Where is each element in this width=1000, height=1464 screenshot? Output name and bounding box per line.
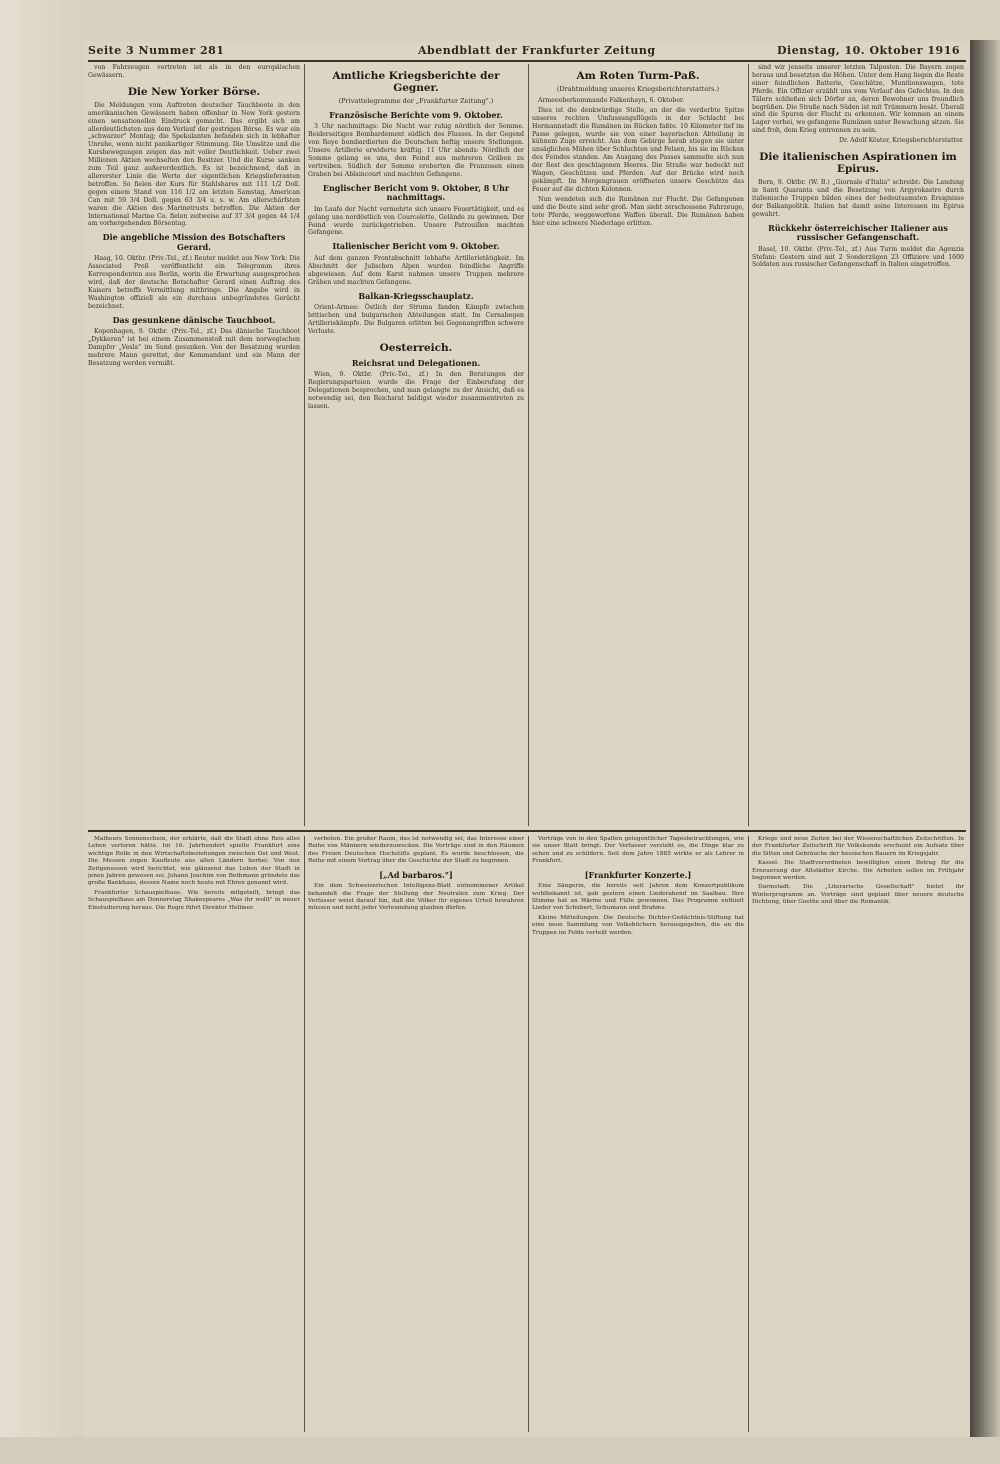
subheadline: (Privattelegramme der „Frankfurter Zeitung".)	[338, 97, 494, 105]
headline-borse: Die New Yorker Börse.	[127, 85, 261, 98]
article-french-report: 3 Uhr nachmittags: Die Nacht war ruhig nördlich der Somme. Beiderseitiges Bombardement südlich des Flusses. In der Gegend von Roye bombardierten die Deutschen heftig unsere Stellungen. Unsere Artillerie erwiderte kräftig. 11 Uhr abends: Nördlich der Somme gelang es uns, den Feind aus mehreren Gräben zu vertreiben. Südlich der Somme eroberten die Franzosen einen Graben bei Ablaincourt und machten Gefangene.	[308, 123, 524, 178]
article-roter-turm-cont: Nun wendeten sich die Rumänen zur Flucht. Die Gefangenen und die Beute sind sehr groß. Man sieht zerschossene Fahrzeuge, tote Pferde, weggeworfene Waffen überall. Die Rumänen haben hier eine schwere Niederlage erlitten.	[532, 195, 744, 227]
column-3	[532, 64, 744, 826]
feuilleton-column-4	[752, 836, 964, 1432]
article-english-report: Im Laufe der Nacht vermehrte sich unsere Feuertätigkeit, und es gelang uns nordöstlich von Courcelette, Gelände zu gewinnen. Der Feind wurde zurückgetrieben. Unsere Patrouillen machten Gefangene.	[308, 205, 524, 237]
feuilleton-text: Malheurs Sonnenschein, der erklärte, daß die Stadt ohne Reis alles Leben verloren hätte. Im 16. Jahrhundert spielte Frankfurt eine wichtige Rolle in den Wirtschaftsbeziehungen zwischen Ost und West. Die Messen zogen Kaufleute aus allen Ländern herbei. Von den Zeitgenossen wird berichtet, wie glänzend das Leben der Stadt in jenen Jahren gewesen sei. Johann Joachim von Bethmann gründete das große Bankhaus, dessen Name noch heute mit Ehren genannt wird.	[88, 836, 300, 887]
headline-ad-barbaros: [„Ad barbaros."]	[379, 869, 453, 880]
column-4	[752, 64, 964, 826]
feuilleton-text: Vorträge von in den Spalten gelegentlicher Tagesbetrachtungen, wie sie unser Blatt bringt. Der Verfasser versteht es, die Dinge klar zu sehen und zu schildern. Seit dem Jahre 1885 wirkte er als Lehrer in Frankfurt.	[532, 836, 744, 865]
column-divider	[528, 836, 529, 1432]
feuilleton-text: Kleine Mitteilungen. Die Deutsche Dichter-Gedächtnis-Stiftung hat eine neue Sammlung von Volksbüchern herausgegeben, die an die Truppen im Felde verteilt werden.	[532, 914, 744, 936]
headline-french-report: Französische Berichte vom 9. Oktober.	[329, 109, 503, 120]
column-divider	[528, 64, 529, 826]
column-1	[88, 64, 300, 826]
author-signature: Dr. Adolf Köster, Kriegsberichterstatter.	[839, 137, 964, 145]
article-mission: Haag, 10. Oktbr. (Priv.-Tel., zf.) Reuter meldet aus New York: Die Associated Preß veröffentlicht ein Telegramm ihres Korrespondenten aus Berlin, worin die Erwartung ausgesprochen wird, daß der deutsche Botschafter Gerard einen Auftrag des Kaisers betreffs Vermittlung mitbringe. Die Angabe wird in Washington offiziell als ein durchaus unbegründetes Gerücht bezeichnet.	[88, 255, 300, 310]
article-reichsrat: Wien, 9. Oktbr. (Priv.-Tel., zf.) In den Beratungen der Regierungsparteien wurde die Frage der Einberufung der Delegationen besprochen, und man gelangte zu der Ansicht, daß es notwendig sei, den Reichsrat baldigst wieder zusammentreten zu lassen.	[308, 371, 524, 410]
page-number: Seite 3 Nummer 281	[88, 44, 225, 57]
feuilleton-text: Kriege und neue Zeiten bei der Wissenschaftlichen Zeitschriften. In der Frankfurter Zeitschrift für Volkskunde erscheint ein Aufsatz über die Sitten und Gebräuche der hessischen Bauern im Kriegsjahr.	[752, 836, 964, 857]
article-balkan: Orient-Armee: Östlich der Struma fanden Kämpfe zwischen britischen und bulgarischen Abteilungen statt. Im Cernabogen Artilleriekämpfe. Die Bulgaren erlitten bei Gegenangriffen schwere Verluste.	[308, 304, 524, 335]
feuilleton-text: Frankfurter Schauspielhaus. Wie bereits mitgeteilt, bringt das Schauspielhaus am Donnerstag Shakespeares „Was ihr wollt" in neuer Einstudierung heraus. Die Regie führt Direktor Hellmer.	[88, 889, 300, 911]
issue-date: Dienstag, 10. Oktober 1916	[777, 44, 960, 57]
article-italian-report: Auf dem ganzen Frontabschnitt lebhafte Artillerietätigkeit. Im Abschnitt der Julischen Alpen wurden feindliche Angriffe abgewiesen. Auf dem Karst nahmen unsere Truppen mehrere Gräben und machten Gefangene.	[308, 254, 524, 286]
headline-italian-report: Italienischer Bericht vom 9. Oktober.	[332, 241, 500, 252]
headline-epirus: Die italienischen Aspirationen im Epirus.	[759, 151, 957, 176]
column-divider	[304, 64, 305, 826]
feuilleton-text: Darmstadt. Die „Literarische Gesellschaft" bietet ihr Winterprogramm an. Vorträge sind geplant über neuere deutsche Dichtung, über Goethe und über die Romantik.	[752, 884, 964, 906]
feuilleton-column-1	[88, 836, 300, 1432]
headline-roter-turm: Am Roten Turm-Paß.	[576, 70, 700, 82]
article-tauchboot: Kopenhagen, 9. Oktbr. (Priv.-Tel., zf.) Das dänische Tauchboot „Dykkeren" ist bei einem Zusammenstoß mit dem norwegischen Dampfer „Vesla" im Sund gesunken. Von der Besatzung wurden mehrere Mann gerettet, der Kommandant und ein Mann der Besatzung werden vermißt.	[88, 328, 300, 367]
feuilleton-text: Ein dem Schweizerischen Intelligenz-Blatt entnommener Artikel behandelt die Frage der Stellung der Neutralen zum Krieg. Der Verfasser weist darauf hin, daß die Völker ihr eigenes Urteil bewahren müssen und nicht jeder Verleumdung glauben dürfen.	[308, 883, 524, 912]
headline-balkan: Balkan-Kriegsschauplatz.	[358, 290, 474, 301]
header-rule	[88, 60, 966, 62]
headline-english-report: Englischer Bericht vom 9. Oktober, 8 Uhr nachmittags.	[322, 182, 510, 203]
column-divider	[748, 836, 749, 1432]
feuilleton-column-3	[532, 836, 744, 1432]
article-roter-turm: Dies ist die denkwürdige Stelle, an der die verderbte Spitze unseres rechten Umfassungsflügels in der Schlacht bei Hermannstadt die Rumänen im Rücken faßte. 10 Kilometer tief im Passe gelegen, wurde sie von einer bayerischen Abteilung in kühnem Zuge erreicht. Aus dem Gebirge herab stiegen sie unter unsäglichen Mühen über Schluchten und Felsen, bis sie im Rücken des Feindes standen. Am Ausgang des Passes sammelte sich nun der Rest des geschlagenen Heeres. Die Straße war bedeckt mit Wagen, Geschützen und Pferden. Auf der Brücke wird noch gekämpft. Im Morgengrauen eröffneten unsere Geschütze das Feuer auf die dichten Kolonnen.	[532, 106, 744, 193]
headline-reichsrat: Reichsrat und Delegationen.	[351, 357, 481, 368]
headline-oesterreich: Oesterreich.	[379, 341, 453, 354]
column-divider	[304, 836, 305, 1432]
feuilleton-text: verboten. Ein großer Raum, das ist notwendig sei, das Interesse einer Reihe von Männern wiederzuwecken. Die Vorträge sind in den Räumen des Freien Deutschen Hochstifts geplant. Es wurde beschlossen, die Reihe mit einem Vortrag über die Geschichte der Stadt zu beginnen.	[308, 836, 524, 865]
column-divider	[748, 64, 749, 826]
bottom-margin	[0, 1437, 1000, 1464]
left-page-margin	[0, 0, 84, 1464]
feuilleton-text: Kassel. Die Stadtverordneten bewilligten einen Betrag für die Erneuerung der Altstädter Kirche. Die Arbeiten sollen im Frühjahr begonnen werden.	[752, 860, 964, 882]
article-continuation: sind wir jenseits unserer letzten Talposten. Die Bayern zogen heraus und besetzten die Höhen. Unter dem Hang liegen die Reste einer feindlichen Batterie, Geschütze, Munitionswagen, tote Pferde. Ein Offizier erzählt uns vom Verlauf des Gefechtes. In den Tälern schließen sich Dörfer an, deren Bewohner uns freundlich begrüßen. Die Straße nach Süden ist mit Trümmern besät. Überall sind die Spuren der Flucht zu erkennen. Wir kommen an einem Lager vorbei, wo gefangene Rumänen unter Bewachung sitzen. Sie sind froh, dem Krieg entronnen zu sein.	[752, 64, 964, 135]
feuilleton-text: Eine Sängerin, die bereits seit Jahren dem Konzertpublikum wohlbekannt ist, gab gestern einen Liederabend im Saalbau. Ihre Stimme hat an Wärme und Fülle gewonnen. Das Programm enthielt Lieder von Schubert, Schumann und Brahms.	[532, 883, 744, 912]
headline-kriegsberichte: Amtliche Kriegsberichte der Gegner.	[332, 70, 500, 94]
feuilleton-column-2	[308, 836, 524, 1432]
headline-italiener: Rückkehr österreichischer Italiener aus russischer Gefangenschaft.	[768, 222, 948, 243]
dateline: Armeeoberkommando Falkenhayn, 6. Oktober.	[538, 96, 685, 104]
article-epirus: Bern, 9. Oktbr. (W. B.) „Giornale d'Italia" schreibt: Die Landung in Santi Quaranta und die Besetzung von Argyrokastro durch italienische Truppen bilden eines der bedeutsamsten Ereignisse der Balkanpolitik. Italien hat damit seine Interessen im Epirus gewahrt.	[752, 179, 964, 218]
subheadline: (Drahtmeldung unseres Kriegsberichterstatters.)	[556, 85, 720, 93]
binding-edge	[970, 40, 1000, 1464]
article-italiener: Basel, 10. Oktbr. (Priv.-Tel., zf.) Aus Turin meldet die Agenzia Stefani: Gestern sind mit 2 Sonderzügen 23 Offiziere und 1600 Soldaten aus russischer Gefangenschaft in Italien eingetroffen.	[752, 245, 964, 269]
column-2	[308, 64, 524, 826]
newspaper-title: Abendblatt der Frankfurter Zeitung	[418, 44, 656, 57]
headline-mission: Die angebliche Mission des Botschafters Gerard.	[102, 232, 286, 252]
feuilleton-rule	[88, 830, 966, 832]
page-header	[88, 44, 966, 60]
headline-tauchboot: Das gesunkene dänische Tauchboot.	[112, 314, 276, 325]
article-borse: Die Meldungen vom Auftreten deutscher Tauchboote in den amerikanischen Gewässern haben offenbar in New York gestern einen sensationellen Eindruck gemacht. Das ergibt sich am allerdeutlichsten aus dem Verlauf der gestrigen Börse. Es war ein „schwarzer" Montag; die Spekulanten befanden sich in lebhafter Unruhe, wenn nicht panikartiger Stimmung. Die Umsätze und die Kursbewegungen zeigen das mit voller Deutlichkeit. Ueber zwei Millionen Aktien wechselten den Besitzer. Und die Kurse sanken zum Teil ganz außerordentlich. Es ist bezeichnend, daß in allererster Linie die Werte der eigentlichen Kriegslieferanten betroffen. So fielen der Kurs für Stahlshares mit 111 1/2 Doll. gegen einem Stand von 116 1/2 am letzten Samstag, American Can mit 59 3/4 Doll. gegen 63 3/4 u. s. w. Am allerschärfsten waren die Aktien des Marinetrusts betroffen. Die Aktien der International Marine Co. fielen zeitweise auf 37 3/4 gegen 44 1/4 am vorhergehenden Börsentag.	[88, 101, 300, 228]
intro-text: von Fahrzeugen vertreten ist als in den europäischen Gewässern.	[88, 64, 300, 79]
headline-konzerte: [Frankfurter Konzerte.]	[584, 869, 692, 880]
